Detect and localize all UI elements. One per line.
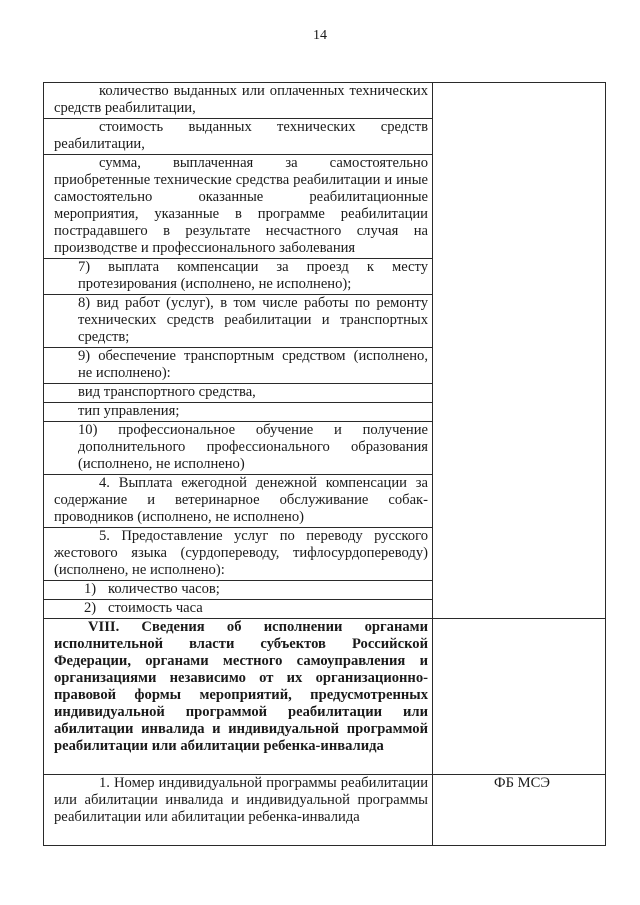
- table-cell-text: 4. Выплата ежегодной денежной компенсации за содержание и ветеринарное обслуживание собак-проводников (исполнено, не исполнено): [44, 475, 433, 528]
- item-number: 2): [84, 600, 97, 616]
- table-cell-text: стоимость выданных технических средств реабилитации,: [44, 119, 433, 155]
- table-row: [44, 619, 606, 775]
- table-cell-source: [433, 83, 606, 619]
- item-text: 8) вид работ (услуг), в том числе работы по ремонту технических средств реабилитации и транспортных средств;: [78, 295, 428, 345]
- table-cell-text: [44, 259, 433, 295]
- item-text: 9) обеспечение транспортным средством (исполнено, не исполнено):: [78, 348, 428, 381]
- table-cell-text: [44, 295, 433, 348]
- table-row: [44, 83, 606, 119]
- table-cell-text: [44, 348, 433, 384]
- table-cell-text: тип управления;: [44, 403, 433, 422]
- table-cell-source: [433, 619, 606, 775]
- item-text: количество часов;: [108, 581, 220, 597]
- table-cell-text: 5. Предоставление услуг по переводу русского жестового языка (сурдопереводу, тифлосурдопереводу) (исполнено, не исполнено):: [44, 528, 433, 581]
- item-text: стоимость часа: [108, 600, 203, 616]
- table-cell-text: [44, 581, 433, 600]
- table-cell-text: количество выданных или оплаченных технических средств реабилитации,: [44, 83, 433, 119]
- table-cell-text: 1. Номер индивидуальной программы реабилитации или абилитации инвалида и индивидуальной программы реабилитации или абилитации ребенка-инвалида: [44, 775, 433, 846]
- section-heading: VIII. Сведения об исполнении органами исполнительной власти субъектов Российской Федерации, органами местного самоуправления и организациями независимо от их организационно-правовой формы мероприятий, предусмотренных индивидуальной программой реабилитации или абилитации инвалида и индивидуальной программой реабилитации или абилитации ребенка-инвалида: [44, 619, 433, 775]
- table-cell-text: [44, 422, 433, 475]
- table-cell-text: [44, 600, 433, 619]
- table-cell-source: ФБ МСЭ: [433, 775, 606, 846]
- table-row: [44, 775, 606, 846]
- item-text: 10) профессиональное обучение и получение дополнительного профессионального образования (исполнено, не исполнено): [78, 422, 428, 472]
- item-number: 1): [84, 581, 97, 597]
- page-number: 14: [313, 28, 327, 43]
- table-cell-text: вид транспортного средства,: [44, 384, 433, 403]
- table-cell-text: сумма, выплаченная за самостоятельно приобретенные технические средства реабилитации и иные самостоятельно оказанные реабилитационные мероприятия, указанные в программе реабилитации пострадавшего в результате несчастного случая на производстве и профессионального заболевания: [44, 155, 433, 259]
- item-text: 7) выплата компенсации за проезд к месту протезирования (исполнено, не исполнено);: [78, 259, 428, 292]
- document-table: [43, 82, 606, 846]
